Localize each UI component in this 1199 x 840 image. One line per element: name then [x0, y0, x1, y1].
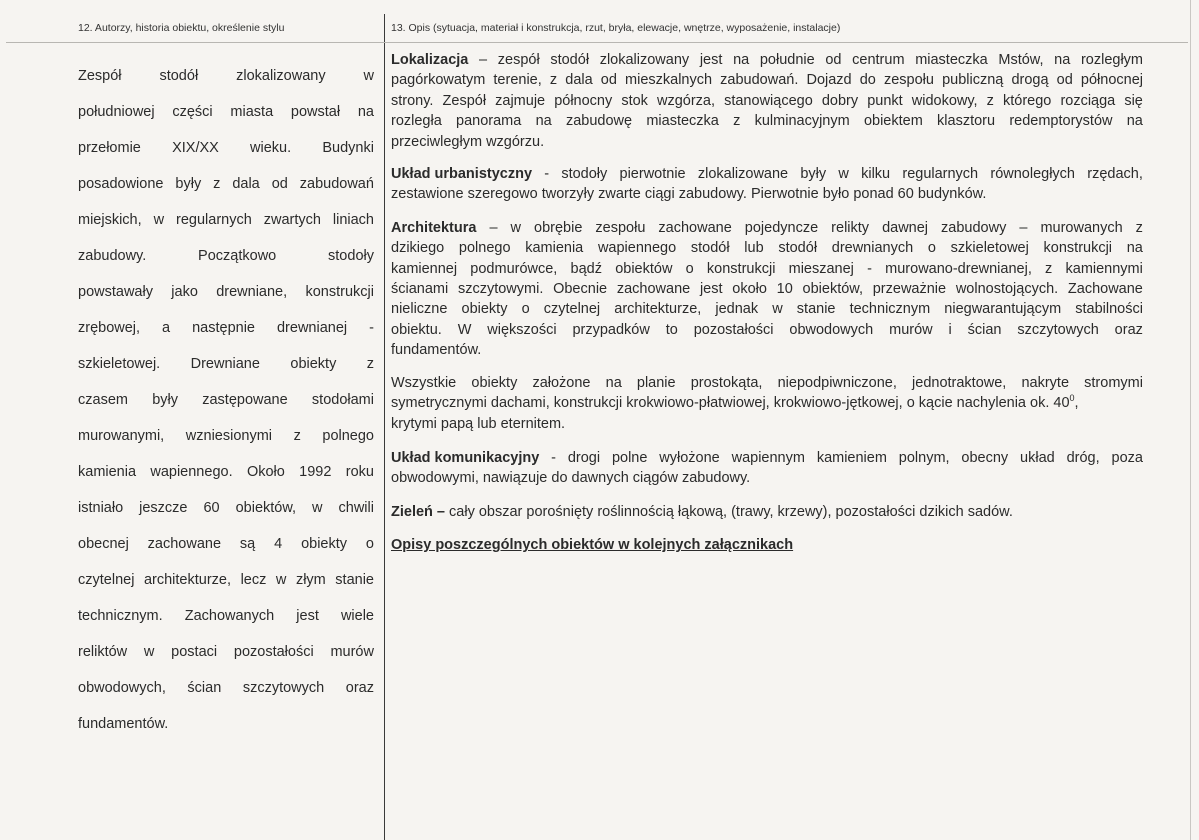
text-line: fundamentów. [78, 716, 169, 732]
text-line: murowanymi, wzniesionymi z polnego [78, 428, 374, 444]
text-line: czytelnej architekturze, lecz w złym stanie [78, 572, 374, 588]
text-line: miejskich, w regularnych zwartych liniach [78, 212, 374, 228]
text-line: przełomie XIX/XX wieku. Budynki [78, 140, 374, 156]
right-column-header: 13. Opis (sytuacja, materiał i konstrukcja, rzut, bryła, elewacje, wnętrze, wyposażenie, instalacje) [391, 22, 841, 34]
text-line: Zieleń – cały obszar porośnięty roślinnością łąkową, (trawy, krzewy), pozostałości dzikich sadów. [391, 503, 1013, 520]
text-line: Zespół stodół zlokalizowany w [78, 68, 374, 84]
column-divider [384, 14, 385, 840]
text-line: krytymi papą lub eternitem. [391, 415, 566, 432]
section-lokalizacja [391, 50, 1143, 152]
text-line: Lokalizacja – zespół stodół zlokalizowany jest na południe od centrum miasteczka Mstów, na rozległym [391, 52, 1143, 68]
text-line: ścianami szczytowymi. Obecnie zachowane jest około 10 obiektów, przeważnie wolnostojących. Zachowane [391, 281, 1143, 298]
history-text [78, 58, 374, 742]
text-line: Układ komunikacyjny - drogi polne wyłożone wapiennym kamieniem polnym, obecny układ dróg, poza [391, 449, 1143, 466]
text-line: zestawione szeregowo tworzyły zwarte ciągi zabudowy. Pierwotnie było ponad 60 budynków. [391, 186, 987, 203]
text-line: kamiennej podmurówce, bądź obiektów o konstrukcji mieszanej - murowano-drewnianej, z kamiennymi [391, 260, 1143, 277]
header-divider [6, 42, 1188, 43]
text-line: zabudowy. Początkowo stodoły [78, 248, 374, 264]
text-line: reliktów w postaci pozostałości murów [78, 644, 374, 660]
text-line: obwodowymi, nawiązuje do dawnych ciągów zabudowy. [391, 470, 751, 487]
degree-superscript: 0 [1069, 393, 1075, 404]
text-line: nieliczne obiekty o czytelnej architekturze, jednak w stanie technicznym niegwarantującym stabilności [391, 301, 1143, 318]
description-text [391, 50, 1143, 556]
text-line: istniało jeszcze 60 obiektów, w chwili [78, 500, 374, 516]
text-line: symetrycznymi dachami, konstrukcji krokwiowo-płatwiowej, krokwiowo-jętkowej, o kącie nachylenia ok. $40^0$, [391, 393, 1079, 412]
text-line: czasem były zastępowane stodołami [78, 392, 374, 408]
text-line: rozległa panorama na zabudowę miasteczka z kulminacyjnym obiektem klasztoru redemptorystów na [391, 113, 1143, 130]
attachments-link[interactable]: Opisy poszczególnych obiektów w kolejnych załącznikach [391, 537, 794, 554]
text-line: Układ urbanistyczny - stodoły pierwotnie zlokalizowane były w kilku regularnych równoległych rzędach, [391, 166, 1143, 183]
text-line: kamienia wapiennego. Około 1992 roku [78, 464, 374, 480]
text-line: zrębowej, a następnie drewnianej - [78, 320, 374, 336]
section-obiekty [391, 373, 1143, 434]
text-line: powstawały jako drewniane, konstrukcji [78, 284, 374, 300]
section-heading: Zieleń – [391, 503, 445, 520]
text-line: obiektu. W większości przypadków to pozostałości obwodowych murów i ścian szczytowych oraz [391, 321, 1143, 338]
text-line: szkieletowej. Drewniane obiekty z [78, 356, 374, 372]
section-architektura [391, 218, 1143, 361]
text-line: technicznym. Zachowanych jest wiele [78, 608, 374, 624]
text-line: pagórkowatym terenie, z dala od mieszkalnych zabudowań. Dojazd do zespołu publiczną drogą od północnej [391, 72, 1143, 89]
text-line: dzikiego polnego kamienia wapiennego stodół lub stodół drewnianych o szkieletowej konstrukcji na [391, 240, 1143, 257]
text-line: obecnej zachowane są 4 obiekty o [78, 536, 374, 552]
text-line: Wszystkie obiekty założone na planie prostokąta, niepodpiwniczone, jednotraktowe, nakryte stromymi [391, 374, 1143, 391]
text-line: strony. Zespół zajmuje północny stok wzgórza, stanowiącego dobry punkt widokowy, z którego rozciąga się [391, 92, 1143, 109]
section-uklad-urbanistyczny [391, 164, 1143, 205]
text-line: fundamentów. [391, 342, 482, 359]
section-uklad-komunikacyjny [391, 448, 1143, 489]
text-line: obwodowych, ścian szczytowych oraz [78, 680, 374, 696]
text-line: południowej części miasta powstał na [78, 104, 374, 120]
section-zielen [391, 502, 1143, 522]
text-line: przeciwległym wzgórzu. [391, 133, 545, 150]
left-column-header: 12. Autorzy, historia obiektu, określenie stylu [78, 22, 285, 34]
text-line: posadowione były z dala od zabudowań [78, 176, 374, 192]
text-line: Architektura – w obrębie zespołu zachowane pojedyncze relikty dawnej zabudowy – murowanych z [391, 219, 1143, 236]
page-edge [1190, 0, 1191, 840]
